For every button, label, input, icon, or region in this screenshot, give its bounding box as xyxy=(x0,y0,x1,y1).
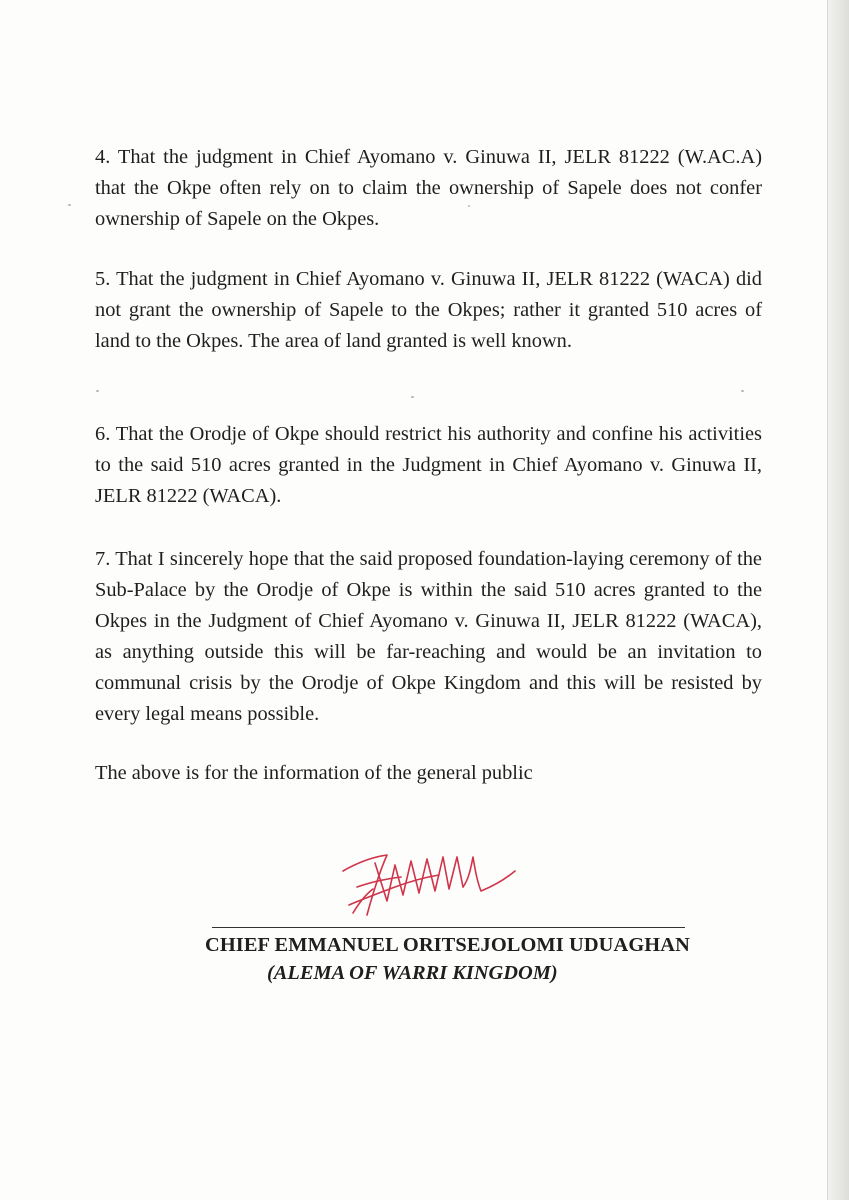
scan-speck xyxy=(96,390,99,392)
scan-speck xyxy=(411,396,414,398)
scan-edge-shadow xyxy=(827,0,849,1200)
paragraph-4: 4. That the judgment in Chief Ayomano v. Ginuwa II, JELR 81222 (W.AC.A) that the Okpe often rely on to claim the ownership of Sapele does not confer ownership of Sapele on the Okpes. xyxy=(95,146,762,230)
closing-statement: The above is for the information of the general public xyxy=(95,762,533,784)
signature-block xyxy=(205,843,690,1003)
paragraph-5: 5. That the judgment in Chief Ayomano v. Ginuwa II, JELR 81222 (WACA) did not grant the ownership of Sapele to the Okpes; rather it granted 510 acres of land to the Okpes. The area of land granted is well known. xyxy=(95,268,762,352)
scan-edge-line xyxy=(827,0,828,1200)
handwritten-signature xyxy=(335,843,535,923)
paragraph-6: 6. That the Orodje of Okpe should restrict his authority and confine his activities to the said 510 acres granted in the Judgment in Chief Ayomano v. Ginuwa II, JELR 81222 (WACA). xyxy=(95,423,762,507)
scan-speck xyxy=(741,390,744,392)
signature-line xyxy=(212,927,685,928)
scan-speck xyxy=(68,204,71,206)
signatory-name: CHIEF EMMANUEL ORITSEJOLOMI UDUAGHAN xyxy=(205,934,690,956)
signatory-title: (ALEMA OF WARRI KINGDOM) xyxy=(267,962,558,984)
paragraph-7: 7. That I sincerely hope that the said proposed foundation-laying ceremony of the Sub-Palace by the Orodje of Okpe is within the said 510 acres granted to the Okpes in the Judgment of Chief Ayomano v. Ginuwa II, JELR 81222 (WACA), as anything outside this will be far-reaching and would be an invitation to communal crisis by the Orodje of Okpe Kingdom and this will be resisted by every legal means possible. xyxy=(95,548,762,725)
